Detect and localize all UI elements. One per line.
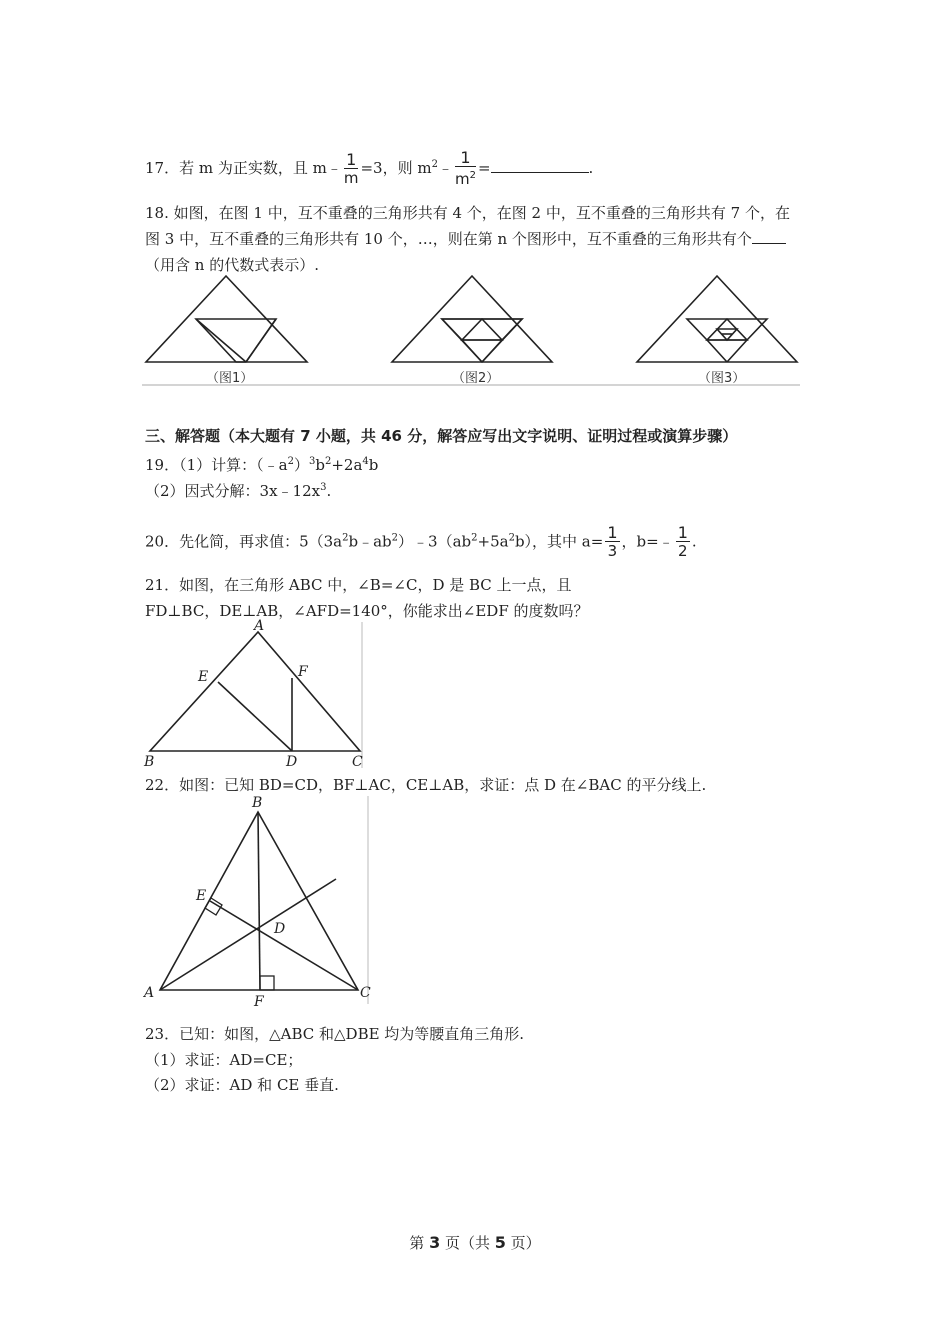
fraction-1-over-m: $\frac{1}{m}$	[343, 149, 359, 187]
fraction-1-over-m-squared: $\frac{1}{m^2}$	[454, 148, 476, 188]
answer-blank-18	[752, 229, 786, 244]
svg-text:F: F	[298, 664, 308, 680]
q21-line-1: 21．如图，在三角形 ABC 中，∠B=∠C，D 是 BC 上一点，且	[145, 576, 572, 594]
fraction-one-half: $\frac{1}{2}$	[677, 523, 688, 560]
current-page-number: 3	[429, 1233, 441, 1252]
q23-line-1: 23．已知：如图，△ABC 和△DBE 均为等腰直角三角形.	[145, 1025, 525, 1043]
svg-text:D: D	[286, 754, 298, 770]
figure-2	[392, 276, 552, 362]
figure-1	[146, 276, 307, 362]
q22-figure	[140, 792, 375, 1007]
q22-line-1: 22．如图：已知 BD=CD，BF⊥AC，CE⊥AB，求证：点 D 在∠BAC 的平分线上.	[145, 776, 707, 794]
q21-figure	[140, 618, 368, 770]
svg-text:F: F	[254, 994, 264, 1007]
svg-text:E: E	[198, 669, 209, 685]
section-3-title: 三、解答题（本大题有 7 小题，共 46 分，解答应写出文字说明、证明过程或演算步骤）	[145, 427, 738, 445]
svg-text:B: B	[144, 754, 155, 770]
total-pages: 5	[494, 1233, 506, 1252]
figure-2-caption: （图2）	[452, 371, 500, 386]
figure-3-caption: （图3）	[698, 371, 746, 386]
figure-1-caption: （图1）	[206, 371, 254, 386]
svg-text:C: C	[360, 985, 371, 1001]
q19-part-1: 19．（1）计算：$(﹣a^2)^3b^2+2a^4b$	[145, 456, 379, 474]
svg-text:B: B	[252, 795, 263, 811]
svg-text:A: A	[144, 985, 155, 1001]
page-footer: 第 3 页（共 5 页）	[409, 1233, 541, 1252]
svg-text:A: A	[254, 618, 265, 634]
answer-blank-17	[491, 158, 589, 173]
svg-text:D: D	[274, 921, 286, 937]
svg-text:E: E	[196, 888, 207, 904]
q17-text: 17．若 m 为正实数，且 m﹣ $\frac{1}{m}$ =3，则 $m^2﹣$ $\frac{1}{m^2}$ = .	[145, 148, 594, 188]
q23-line-2: （1）求证：AD=CE；	[145, 1051, 303, 1069]
fraction-one-third: $\frac{1}{3}$	[607, 523, 618, 560]
q18-line-1: 18. 如图，在图 1 中，互不重叠的三角形共有 4 个，在图 2 中，互不重叠的三角形共有 7 个，在	[145, 204, 790, 222]
figure-3	[637, 276, 797, 362]
q18-line-3: （用含 n 的代数式表示）.	[145, 256, 319, 274]
q19-part-2: （2）因式分解：$3x﹣12x^3$.	[145, 482, 332, 500]
q23-line-3: （2）求证：AD 和 CE 垂直.	[145, 1076, 339, 1094]
q20-text: 20．先化简，再求值：$5(3a^2b﹣ab^2)﹣3(ab^2+5a^2b)$，其中 a= $\frac{1}{3}$ ，b=﹣ $\frac{1}{2}$ .	[145, 523, 697, 560]
q18-figures	[140, 272, 805, 390]
svg-text:C: C	[352, 754, 363, 770]
q21-line-2: FD⊥BC，DE⊥AB，∠AFD=140°，你能求出∠EDF 的度数吗？	[145, 602, 589, 620]
q18-line-2: 图 3 中，互不重叠的三角形共有 10 个，…，则在第 n 个图形中，互不重叠的三角形共有个	[145, 229, 786, 249]
